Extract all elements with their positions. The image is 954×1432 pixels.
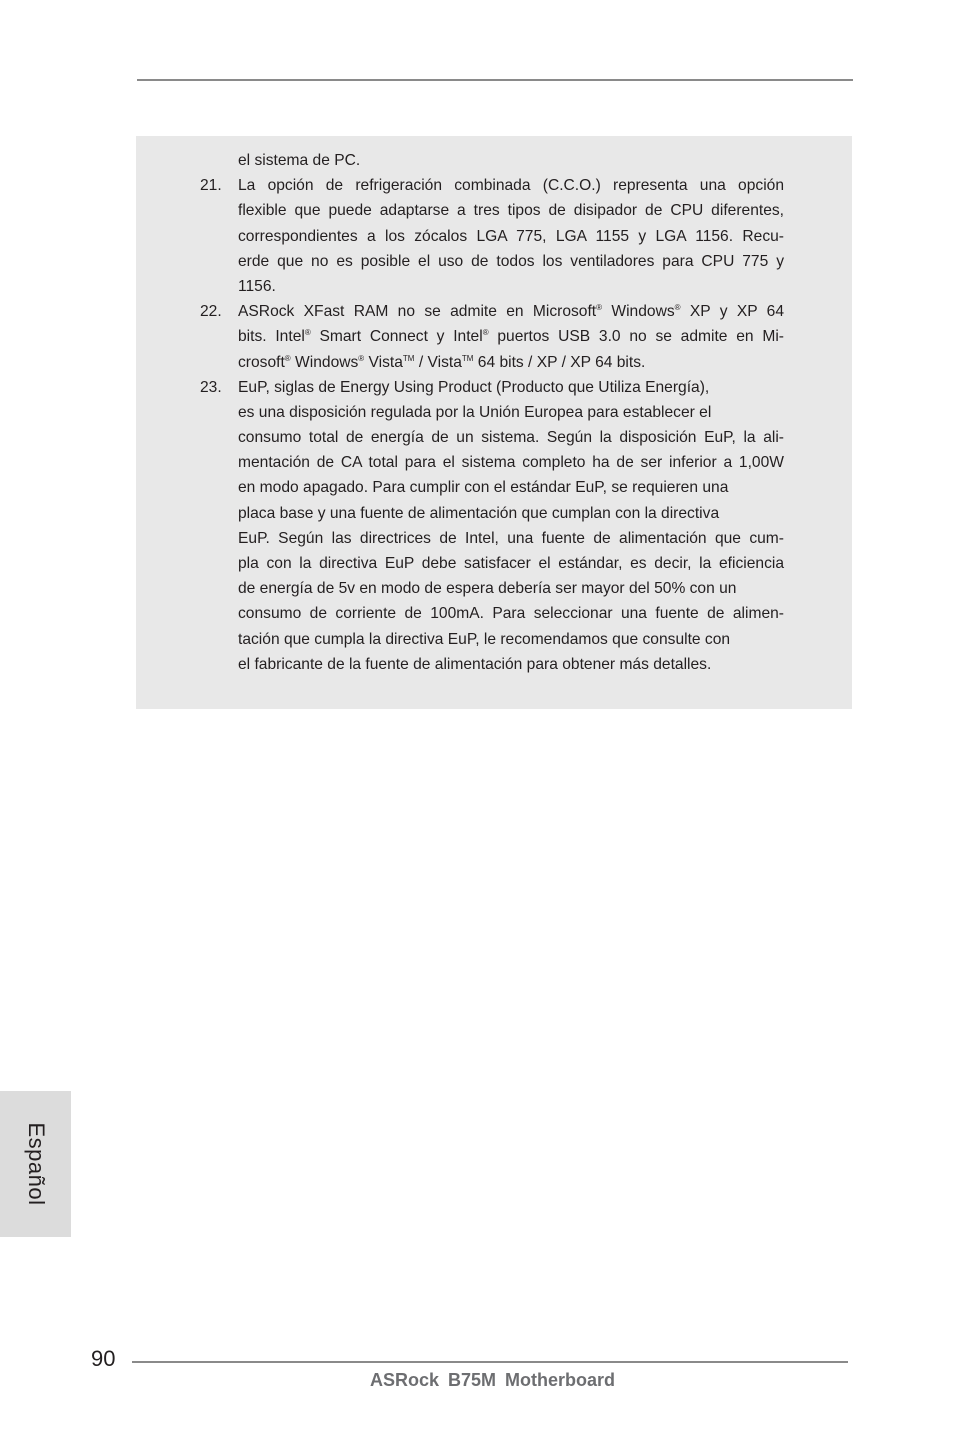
registered-mark: ®	[284, 353, 291, 363]
trademark: TM	[402, 353, 415, 363]
page-number: 90	[91, 1346, 116, 1371]
language-label: Español	[23, 1122, 49, 1206]
footer-title: ASRock B75M Motherboard	[370, 1370, 616, 1390]
registered-mark: ®	[674, 303, 681, 313]
registered-mark: ®	[482, 328, 489, 338]
list-item-21: 21. La opción de refrigeración combinada (C.C.O.) representa una opción flexible que puede adaptarse a tres tipos de disipador de CPU diferentes, correspondientes a los zócalos LGA 775, LGA 1155 y LGA 1156. Recu- erde que no es posible el uso de todos los ventiladores para CPU 775 y 1156.	[200, 173, 784, 299]
registered-mark: ®	[358, 353, 365, 363]
item-number: 22.	[200, 303, 222, 321]
list-item-23: 23. EuP, siglas de Energy Using Product (Producto que Utiliza Energía), es una disposición regulada por la Unión Europea para establecer el consumo total de energía de un sistema. Según la disposición EuP, la ali- mentación de CA total para el sistema completo ha de ser inferior a 1,00W en modo apagado. Para cumplir con el estándar EuP, se requieren una placa base y una fuente de alimentación que cumplan con la directiva EuP. Según las directrices de Intel, una fuente de alimentación que cum- pla con la directiva EuP debe satisfacer el estándar, es decir, la eficiencia de energía de 5v en modo de espera debería ser mayor del 50% con un consumo de corriente de 100mA. Para seleccionar una fuente de alimen- tación que cumpla la directiva EuP, le recomendamos que consulte con el fabricante de la fuente de alimentación para obtener más detalles.	[200, 375, 784, 677]
header-rule	[137, 79, 853, 81]
language-tab	[0, 1091, 71, 1237]
footer-rule	[132, 1361, 848, 1363]
list-item-22: 22. ASRock XFast RAM no se admite en Microsoft® Windows® XP y XP 64 bits. Intel® Smart Connect y Intel® puertos USB 3.0 no se admite en Mi- crosoft® Windows® Vista™ / Vista™ 64 bits / XP / XP 64 bits.	[200, 299, 784, 375]
continuation-line: el sistema de PC.	[238, 152, 361, 169]
registered-mark: ®	[304, 328, 311, 338]
registered-mark: ®	[596, 303, 603, 313]
item-number: 21.	[200, 177, 222, 195]
trademark: TM	[461, 353, 474, 363]
notes-list	[200, 148, 784, 677]
item-number: 23.	[200, 378, 222, 396]
